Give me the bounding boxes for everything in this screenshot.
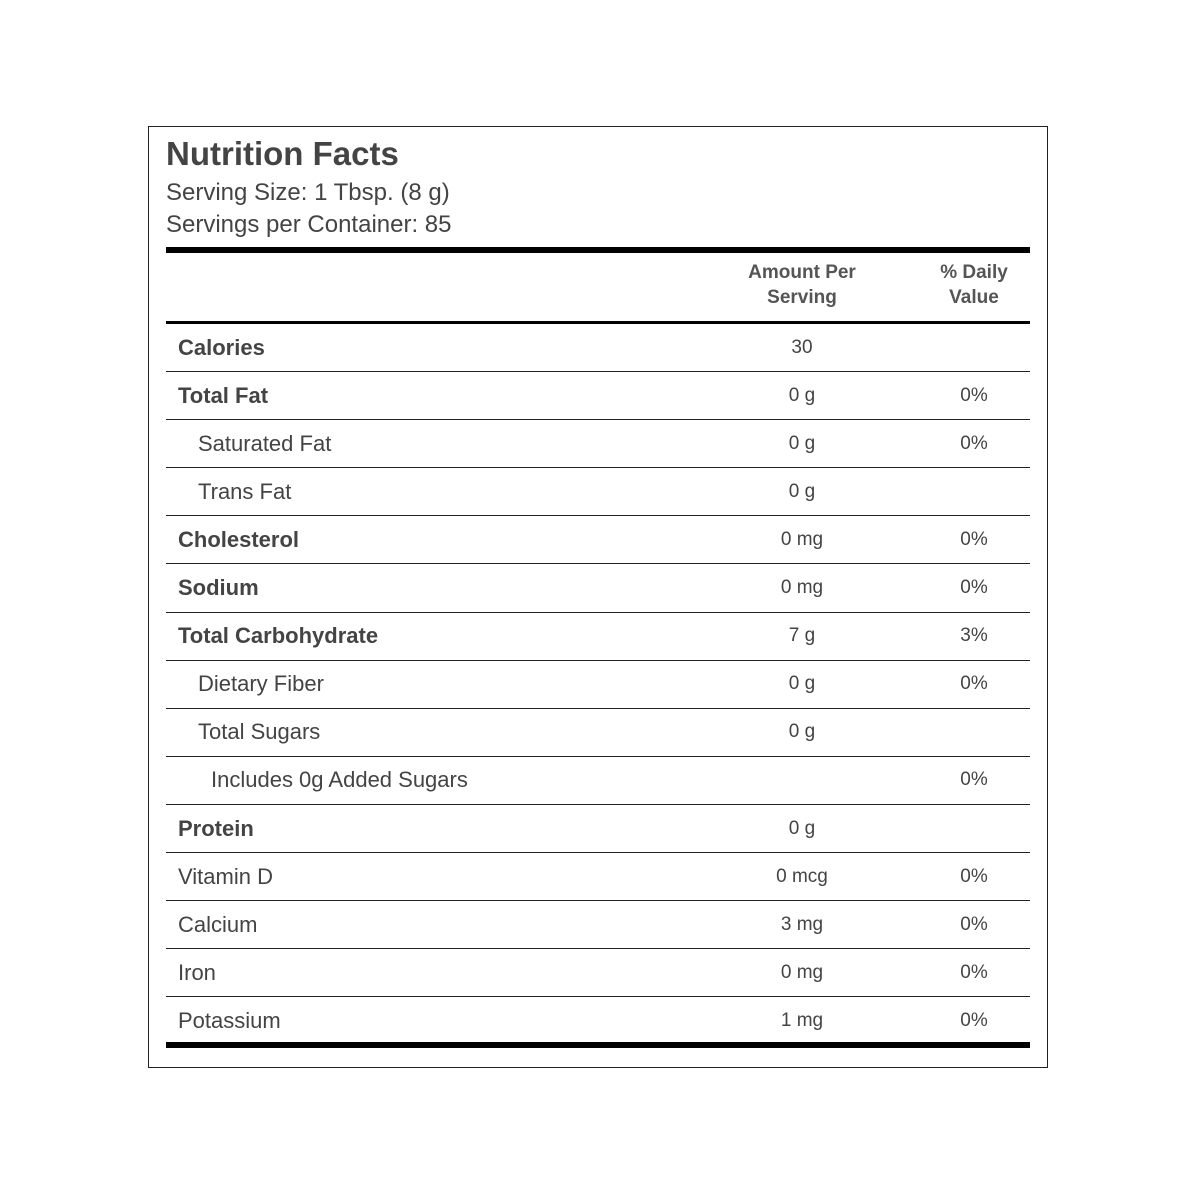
top-thick-divider [166, 247, 1030, 253]
table-row [166, 757, 1030, 805]
nutrient-daily-value: 0% [960, 1010, 988, 1032]
table-row [166, 468, 1030, 516]
table-row [166, 565, 1030, 613]
nutrient-name: Calcium [178, 911, 258, 937]
nutrient-name: Cholesterol [178, 526, 300, 552]
nutrient-amount: 0 g [788, 432, 816, 454]
nutrient-name: Includes 0g Added Sugars [211, 767, 468, 793]
nutrient-daily-value: 0% [960, 528, 988, 550]
nutrient-amount: 30 [791, 336, 813, 358]
nutrient-daily-value: 0% [960, 673, 988, 695]
nutrient-amount: 0 g [788, 384, 816, 406]
nutrient-name: Calories [178, 334, 265, 360]
nutrient-amount: 0 mg [780, 961, 824, 983]
nutrient-daily-value: 3% [960, 625, 988, 647]
nutrient-amount: 1 mg [780, 1010, 824, 1032]
dv-header-line1: % Daily [940, 262, 1008, 283]
nutrient-amount: 0 mg [780, 577, 824, 599]
nutrient-amount: 0 mcg [776, 865, 828, 887]
nutrient-name: Protein [178, 815, 254, 841]
nutrient-daily-value: 0% [960, 769, 988, 791]
table-row [166, 997, 1030, 1045]
nutrient-name: Iron [178, 959, 216, 985]
nutrient-name: Sodium [178, 575, 259, 601]
nutrient-daily-value: 0% [960, 432, 988, 454]
nutrient-amount: 0 g [788, 817, 816, 839]
nutrient-name: Dietary Fiber [198, 671, 324, 697]
servings-per-container: Servings per Container: 85 [166, 211, 452, 238]
table-row [166, 709, 1030, 757]
table-row [166, 853, 1030, 901]
nutrient-name: Trans Fat [198, 478, 292, 504]
nutrient-daily-value: 0% [960, 577, 988, 599]
table-row [166, 901, 1030, 949]
nutrient-amount: 0 mg [780, 528, 824, 550]
nutrient-amount: 0 g [788, 721, 816, 743]
table-row [166, 949, 1030, 997]
nutrient-amount: 0 g [788, 673, 816, 695]
dv-header-line2: Value [949, 287, 999, 308]
amount-per-serving-header [732, 260, 872, 310]
nutrient-daily-value: 0% [960, 384, 988, 406]
nutrient-name: Total Carbohydrate [178, 623, 379, 649]
label-title: Nutrition Facts [166, 135, 399, 172]
nutrient-name: Saturated Fat [198, 430, 332, 456]
nutrient-name: Total Fat [178, 382, 269, 408]
serving-size: Serving Size: 1 Tbsp. (8 g) [166, 179, 450, 206]
table-row [166, 324, 1030, 372]
bottom-thick-divider [166, 1042, 1030, 1048]
table-row [166, 372, 1030, 420]
nutrient-name: Vitamin D [178, 863, 273, 889]
nutrition-facts-label [148, 126, 1048, 1068]
nutrient-amount: 7 g [788, 625, 816, 647]
table-row [166, 805, 1030, 853]
nutrient-daily-value: 0% [960, 961, 988, 983]
nutrient-daily-value: 0% [960, 865, 988, 887]
nutrient-daily-value: 0% [960, 913, 988, 935]
amount-header-line1: Amount Per [748, 262, 856, 283]
nutrient-name: Potassium [178, 1008, 281, 1034]
amount-header-line2: Serving [767, 287, 837, 308]
nutrient-name: Total Sugars [198, 719, 321, 745]
daily-value-header [914, 260, 1034, 310]
table-row [166, 613, 1030, 661]
nutrient-amount: 0 g [788, 480, 816, 502]
table-row [166, 420, 1030, 468]
table-row [166, 516, 1030, 564]
nutrient-amount: 3 mg [780, 913, 824, 935]
table-row [166, 661, 1030, 709]
